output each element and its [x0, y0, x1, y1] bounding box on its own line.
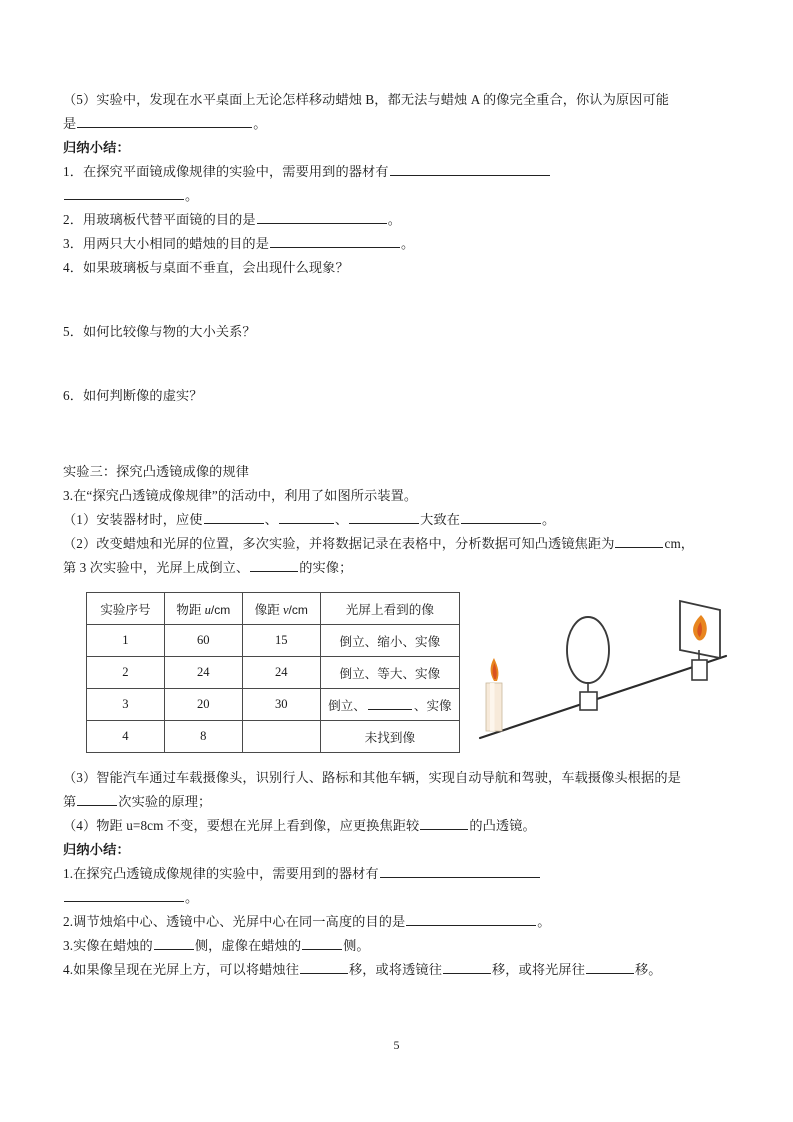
cell-image-distance: 24	[242, 657, 320, 689]
header-text: 像距	[254, 603, 283, 617]
cell-experiment-no: 3	[87, 689, 165, 721]
lens-summary-item-4-p3: 移，或将光屏往	[492, 962, 586, 977]
mirror-summary-item-2	[63, 208, 731, 232]
answer-blank[interactable]	[420, 816, 468, 830]
lens-q3-line2-suffix: 次实验的原理；	[118, 794, 212, 809]
answer-blank[interactable]	[380, 864, 540, 878]
lens-summary-item-2	[63, 910, 731, 934]
cell-experiment-no: 2	[87, 657, 165, 689]
cell-experiment-no: 1	[87, 625, 165, 657]
mirror-summary-item-3-text: 3．用两只大小相同的蜡烛的目的是	[63, 236, 270, 251]
lens-summary-item-3	[63, 934, 731, 958]
answer-blank[interactable]	[77, 792, 117, 806]
table-header-cell	[164, 593, 242, 625]
mirror-summary-item-5: 5．如何比较像与物的大小关系？	[63, 324, 256, 339]
lens-question-2-line1	[63, 532, 731, 556]
cell-text: 未找到像	[364, 731, 416, 745]
answer-blank[interactable]	[615, 534, 663, 548]
question-5-line2-prefix: 是	[63, 116, 77, 131]
lens-q2-line1-prefix: （2）改变蜡烛和光屏的位置，多次实验，并将数据记录在表格中，分析数据可知凸透镜焦距为	[63, 536, 615, 551]
cell-image-description	[320, 721, 459, 753]
lens-question-3-line1: （3）智能汽车通过车载摄像头，识别行人、路标和其他车辆，实现自动导航和驾驶，车载摄像头根据的是	[63, 770, 681, 785]
cell-object-distance: 20	[164, 689, 242, 721]
answer-blank[interactable]	[300, 960, 348, 974]
table-row	[87, 689, 460, 721]
experiment-three-heading: 实验三：探究凸透镜成像的规律	[63, 464, 250, 479]
lens-q1-mid: 大致在	[420, 512, 461, 527]
page-number: 5	[393, 1038, 400, 1052]
mirror-summary-item-2-suffix: 。	[387, 212, 402, 227]
question-5-line2-suffix: 。	[253, 116, 267, 131]
header-symbol: v	[282, 603, 289, 617]
cell-object-distance: 60	[164, 625, 242, 657]
answer-blank[interactable]	[390, 162, 550, 176]
cell-image-description	[320, 657, 459, 689]
answer-blank[interactable]	[257, 210, 387, 224]
answer-blank[interactable]	[204, 510, 264, 524]
cell-text: 、实像	[413, 699, 452, 713]
question-5-line2	[63, 112, 731, 136]
lens-summary-item-3-p2: 侧，虚像在蜡烛的	[194, 938, 302, 953]
lens-q2-line1-unit: cm，	[664, 536, 695, 551]
experiment-three-intro: 3.在“探究凸透镜成像规律”的活动中，利用了如图所示装置。	[63, 488, 418, 503]
table-header-cell	[320, 593, 459, 625]
answer-blank[interactable]	[64, 186, 184, 200]
cell-experiment-no: 4	[87, 721, 165, 753]
mirror-summary-item-1-suffix: 。	[185, 188, 199, 203]
answer-blank[interactable]	[270, 234, 400, 248]
lens-question-3-line2	[63, 790, 731, 814]
summary-heading-mirror: 归纳小结：	[63, 140, 130, 155]
answer-blank[interactable]	[461, 510, 541, 524]
table-row	[87, 657, 460, 689]
cell-text: 倒立、等大、实像	[339, 667, 441, 681]
lens-summary-item-1-text: 1.在探究凸透镜成像规律的实验中，需要用到的器材有	[63, 866, 379, 881]
mirror-summary-item-4: 4．如果玻璃板与桌面不垂直，会出现什么现象？	[63, 260, 349, 275]
lens-q3-line2-prefix: 第	[63, 794, 77, 809]
mirror-summary-item-1-text: 1．在探究平面镜成像规律的实验中，需要用到的器材有	[63, 164, 389, 179]
answer-blank[interactable]	[77, 114, 252, 128]
lens-summary-item-4-p2: 移，或将透镜往	[348, 962, 442, 977]
summary-heading-lens: 归纳小结：	[63, 842, 130, 857]
lens-summary-item-4-p1: 4.如果像呈现在光屏上方，可以将蜡烛往	[63, 962, 299, 977]
header-unit: /cm	[288, 603, 308, 617]
answer-blank[interactable]	[368, 697, 412, 710]
optical-bench-diagram	[468, 588, 733, 766]
lens-summary-item-4-p4: 移。	[635, 962, 662, 977]
cell-object-distance: 8	[164, 721, 242, 753]
answer-blank[interactable]	[406, 912, 536, 926]
candle-icon	[486, 658, 502, 731]
mirror-summary-item-6: 6．如何判断像的虚实？	[63, 388, 203, 403]
answer-blank[interactable]	[302, 936, 342, 950]
header-text: 物距	[176, 603, 205, 617]
lens-summary-item-3-p1: 3.实像在蜡烛的	[63, 938, 153, 953]
lens-summary-item-1-suffix: 。	[185, 890, 199, 905]
lens-summary-item-2-text: 2.调节烛焰中心、透镜中心、光屏中心在同一高度的目的是	[63, 914, 406, 929]
mirror-summary-item-1	[63, 160, 731, 184]
lens-summary-item-1-cont	[63, 886, 731, 910]
answer-blank[interactable]	[443, 960, 491, 974]
lens-question-4	[63, 814, 731, 838]
lens-q2-line2-prefix: 第 3 次实验中，光屏上成倒立、	[63, 560, 250, 575]
lens-q4-suffix: 的凸透镜。	[469, 818, 536, 833]
cell-image-distance	[242, 721, 320, 753]
screen-icon	[680, 601, 720, 680]
lens-summary-item-2-suffix: 。	[537, 914, 551, 929]
mirror-summary-item-2-text: 2．用玻璃板代替平面镜的目的是	[63, 212, 256, 227]
cell-image-description	[320, 689, 459, 721]
answer-blank[interactable]	[154, 936, 194, 950]
experiment-data-table	[86, 592, 460, 753]
cell-text: 倒立、	[328, 699, 366, 713]
lens-q4-prefix: （4）物距 u=8cm 不变，要想在光屏上看到像，应更换焦距较	[63, 818, 420, 833]
header-text: 光屏上看到的像	[345, 603, 434, 617]
answer-blank[interactable]	[250, 558, 298, 572]
answer-blank[interactable]	[279, 510, 334, 524]
cell-image-description	[320, 625, 459, 657]
cell-object-distance: 24	[164, 657, 242, 689]
table-header-cell	[87, 593, 165, 625]
table-row	[87, 625, 460, 657]
lens-question-1-prefix: （1）安装器材时，应使	[63, 512, 203, 527]
cell-text: 倒立、缩小、实像	[339, 635, 441, 649]
header-symbol: u	[204, 603, 211, 617]
lens-q1-sep2: 、	[334, 512, 349, 527]
table-row	[87, 721, 460, 753]
mirror-summary-item-3	[63, 232, 731, 256]
header-text: 实验序号	[100, 603, 151, 617]
lens-summary-item-3-p3: 侧。	[343, 938, 370, 953]
cell-image-distance: 15	[242, 625, 320, 657]
table-header-row	[87, 593, 460, 625]
cell-image-distance: 30	[242, 689, 320, 721]
lens-q2-line2-suffix: 的实像；	[299, 560, 353, 575]
lens-question-2-line2	[63, 556, 731, 580]
lens-summary-item-1	[63, 862, 731, 886]
page-content	[63, 88, 731, 982]
table-and-figure-block	[63, 588, 731, 766]
answer-blank[interactable]	[349, 510, 419, 524]
question-5-line1: （5）实验中，发现在水平桌面上无论怎样移动蜡烛 B，都无法与蜡烛 A 的像完全重合，你认为原因可能	[63, 92, 670, 107]
mirror-summary-item-3-suffix: 。	[401, 236, 415, 251]
lens-q1-sep1: 、	[264, 512, 278, 527]
lens-q1-suffix: 。	[542, 512, 556, 527]
table-header-cell	[242, 593, 320, 625]
mirror-summary-item-1-cont	[63, 184, 731, 208]
answer-blank[interactable]	[586, 960, 634, 974]
header-unit: /cm	[210, 603, 231, 617]
lens-question-1	[63, 508, 731, 532]
answer-blank[interactable]	[64, 888, 184, 902]
lens-summary-item-4	[63, 958, 731, 982]
